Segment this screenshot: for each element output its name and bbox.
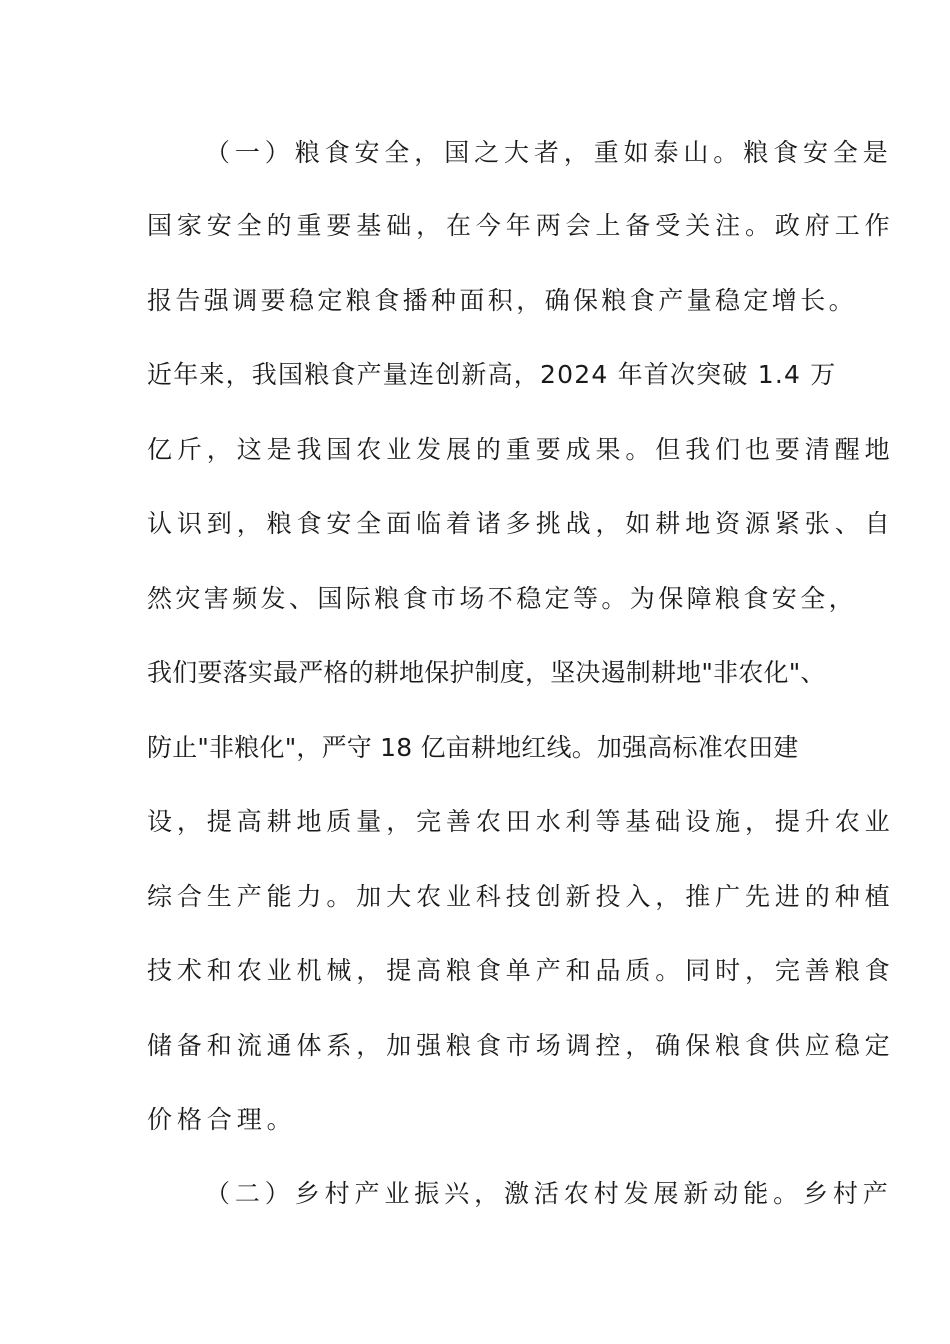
paragraph-2-line-1: （二）乡村产业振兴，激活农村发展新动能。乡村产	[205, 1179, 893, 1208]
paragraph-1-line-14: 价格合理。	[147, 1105, 297, 1134]
paragraph-1-line-3: 报告强调要稳定粮食播种面积，确保粮食产量稳定增长。	[147, 286, 858, 315]
paragraph-1-line-5: 亿斤，这是我国农业发展的重要成果。但我们也要清醒地	[147, 435, 895, 464]
paragraph-1-line-4: 近年来，我国粮食产量连创新高，2024 年首次突破 1.4 万	[147, 360, 837, 389]
paragraph-1-line-7: 然灾害频发、国际粮食市场不稳定等。为保障粮食安全，	[147, 584, 858, 613]
paragraph-1-line-12: 技术和农业机械，提高粮食单产和品质。同时，完善粮食	[147, 956, 895, 985]
paragraph-1-line-6: 认识到，粮食安全面临着诸多挑战，如耕地资源紧张、自	[147, 509, 895, 538]
paragraph-1-line-2: 国家安全的重要基础，在今年两会上备受关注。政府工作	[147, 211, 895, 240]
paragraph-1-line-10: 设，提高耕地质量，完善农田水利等基础设施，提升农业	[147, 807, 895, 836]
paragraph-1-line-1: （一）粮食安全，国之大者，重如泰山。粮食安全是	[205, 138, 893, 167]
paragraph-1-line-11: 综合生产能力。加大农业科技创新投入，推广先进的种植	[147, 882, 895, 911]
paragraph-1-line-8: 我们要落实最严格的耕地保护制度，坚决遏制耕地"非农化"、	[147, 658, 826, 687]
paragraph-1-line-13: 储备和流通体系，加强粮食市场调控，确保粮食供应稳定	[147, 1031, 895, 1060]
paragraph-1-line-9: 防止"非粮化"，严守 18 亿亩耕地红线。加强高标准农田建	[147, 733, 799, 762]
